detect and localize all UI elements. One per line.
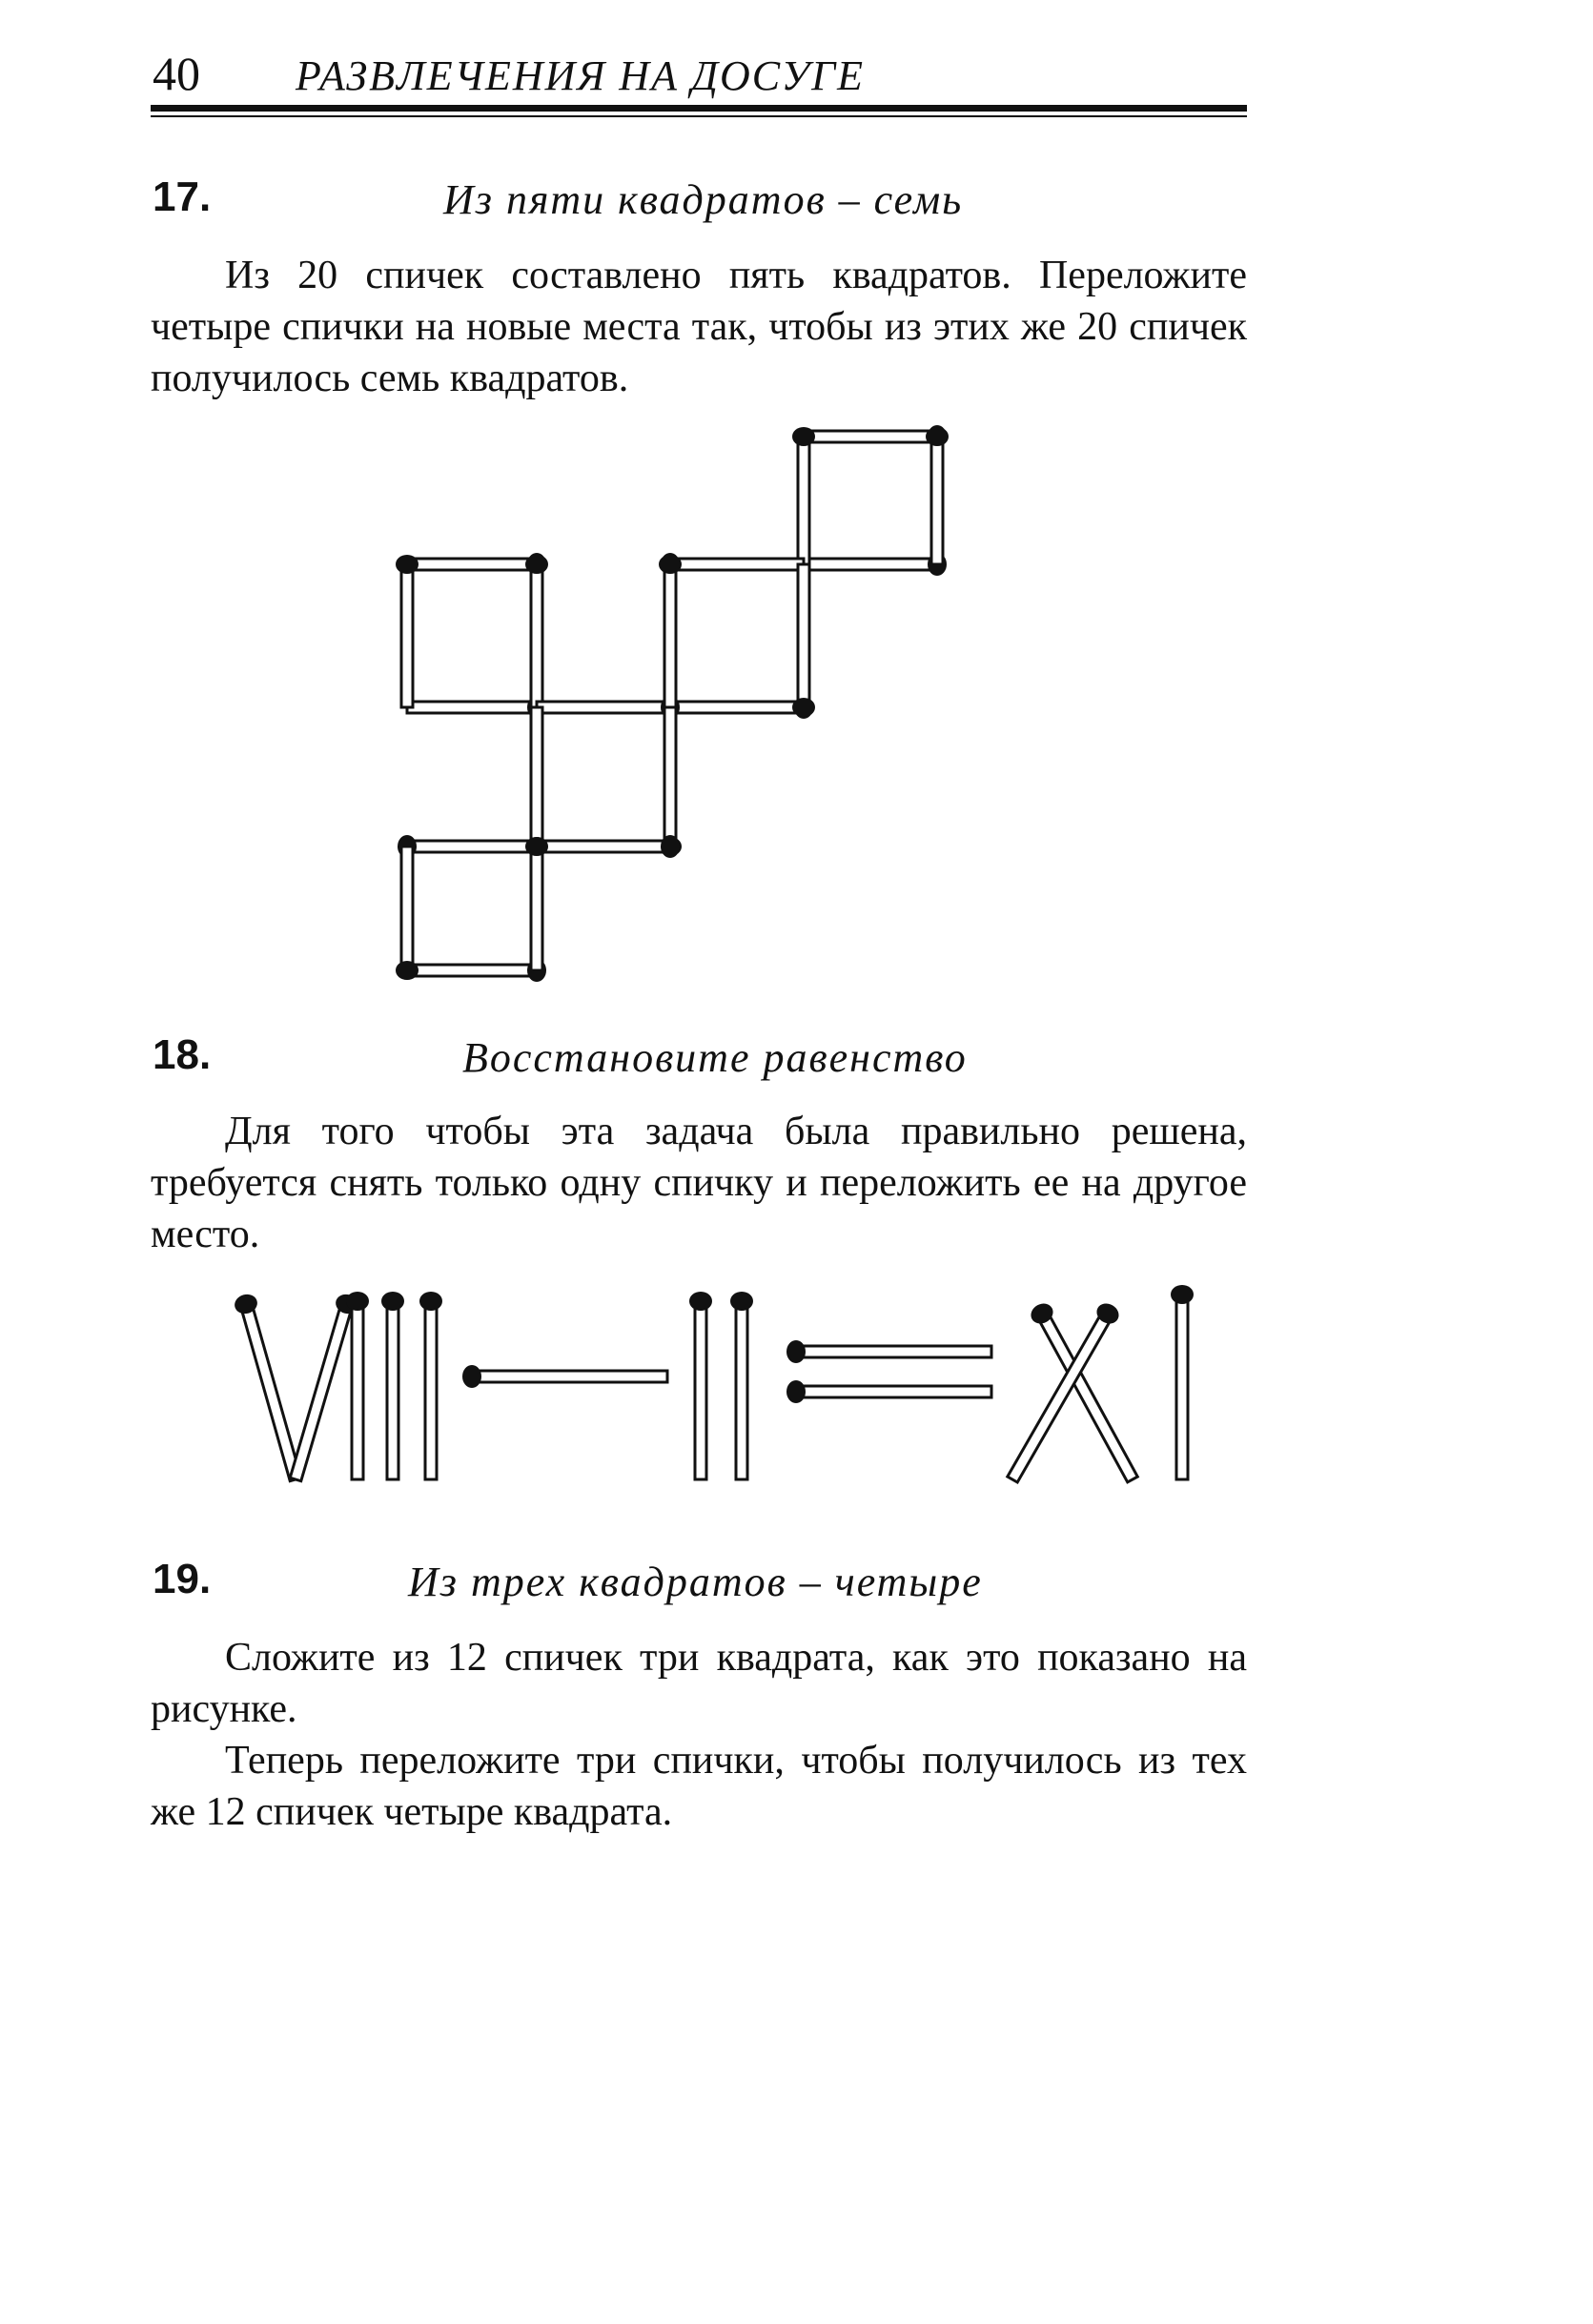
equals-match	[786, 1340, 991, 1363]
numeral-i-match	[381, 1292, 404, 1479]
match-horizontal	[407, 959, 546, 982]
match-vertical	[792, 564, 815, 717]
problem-18-number: 18.	[153, 1031, 212, 1078]
problem-17-title: Из пяти квадратов – семь	[443, 176, 964, 223]
problem-18-title: Восстановите равенство	[462, 1034, 968, 1081]
problem-19-title: Из трех квадратов – четыре	[408, 1559, 983, 1605]
match-vertical	[525, 837, 548, 970]
numeral-x-match	[1028, 1299, 1138, 1481]
match-vertical	[396, 846, 419, 980]
match-horizontal	[407, 696, 546, 719]
match-horizontal	[398, 835, 537, 858]
match-horizontal	[670, 696, 813, 719]
numeral-i-match	[1171, 1285, 1194, 1479]
equals-match	[786, 1380, 991, 1403]
match-horizontal	[537, 835, 680, 858]
match-vertical	[659, 555, 682, 707]
numeral-v-match	[290, 1292, 360, 1481]
numeral-v-match	[233, 1292, 301, 1481]
page-number: 40	[153, 47, 200, 100]
match-horizontal	[804, 425, 947, 448]
problem-19-text-2: Теперь переложите три спички, чтобы получилось из тех же 12 спичек четыре квадрата.	[151, 1739, 1247, 1834]
match-horizontal	[537, 696, 680, 719]
problem-17-text: Из 20 спичек составлено пять квадратов. Переложите четыре спички на новые места так, чтобы из этих же 20 спичек получилось семь квадратов.	[151, 254, 1247, 400]
match-horizontal	[661, 553, 804, 576]
problem-19-text-1: Сложите из 12 спичек три квадрата, как это показано на рисунке.	[151, 1636, 1247, 1731]
numeral-i-match	[419, 1292, 442, 1479]
problem-17-number: 17.	[153, 173, 212, 220]
match-vertical	[792, 427, 815, 564]
match-vertical	[926, 427, 949, 564]
match-horizontal	[804, 553, 947, 576]
problem-18-text: Для того чтобы эта задача была правильно решена, требуется снять только одну спичку и переложить ее на другое место.	[151, 1110, 1247, 1256]
match-vertical	[525, 555, 548, 707]
numeral-i-match	[730, 1292, 753, 1479]
problem-19-number: 19.	[153, 1556, 212, 1602]
match-vertical	[525, 707, 548, 856]
numeral-x-match	[1008, 1299, 1123, 1482]
numeral-i-match	[689, 1292, 712, 1479]
match-vertical	[396, 555, 419, 707]
minus-match	[462, 1365, 667, 1388]
running-title: РАЗВЛЕЧЕНИЯ НА ДОСУГЕ	[296, 52, 866, 99]
match-vertical	[659, 707, 682, 856]
